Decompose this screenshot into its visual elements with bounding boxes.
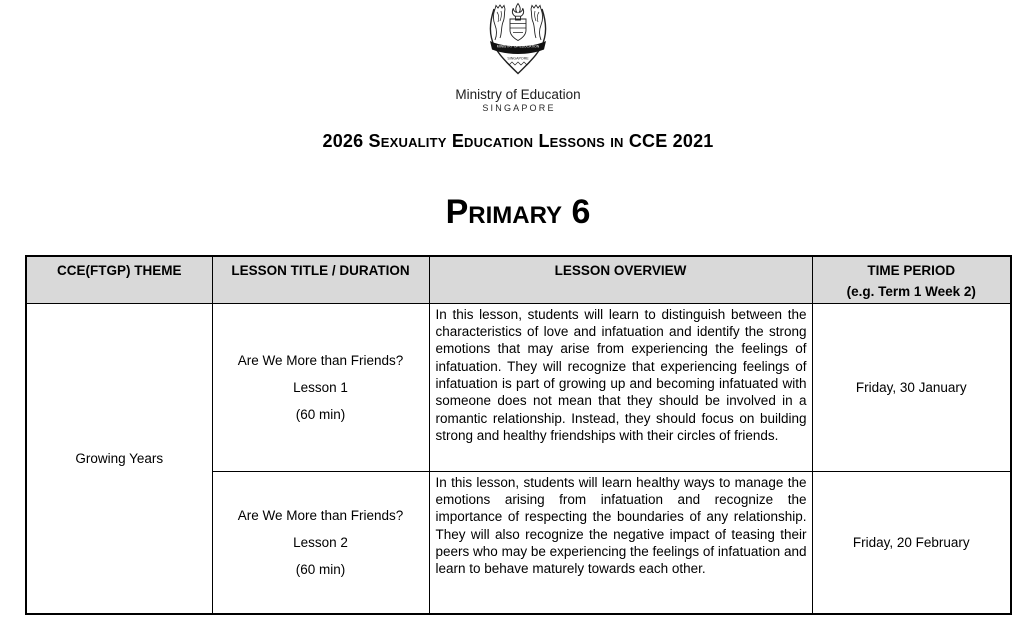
theme-cell: Growing Years xyxy=(26,303,212,614)
table-row xyxy=(26,303,1011,471)
crest-banner-text: MINISTRY OF EDUCATION xyxy=(496,44,540,49)
time-period-cell: Friday, 20 February xyxy=(812,471,1011,614)
org-name: Ministry of Education xyxy=(455,87,581,102)
col-header-label: LESSON TITLE / DURATION xyxy=(231,263,410,278)
lesson-overview-cell: In this lesson, students will learn to distinguish between the characteristics of love and infatuation and identify the strong emotions that may arise from experiencing the feelings of infatuation. They will recognize that experiencing feelings of infatuation is part of growing up and becoming infatuated with someone does not mean that they should be involved in a romantic relationship. Instead, they should focus on building strong and healthy friendships with their circles of friends. xyxy=(429,303,812,471)
col-header-label: CCE(FTGP) THEME xyxy=(57,263,182,278)
lesson-number: Lesson 2 xyxy=(293,534,348,550)
col-header-label: TIME PERIOD xyxy=(867,263,956,278)
col-header-title-duration xyxy=(212,256,429,303)
lesson-number: Lesson 1 xyxy=(293,379,348,395)
document-title: 2026 Sexuality Education Lessons in CCE 2021 xyxy=(322,131,714,151)
lesson-title-cell xyxy=(212,303,429,471)
moe-logo xyxy=(0,2,1036,114)
col-header-sublabel: (e.g. Term 1 Week 2) xyxy=(846,284,976,299)
lesson-overview-cell: In this lesson, students will learn healthy ways to manage the emotions arising from infatuation and recognize the importance of respecting the boundaries of any relationship. They will also recognize the negative impact of teasing their peers who may be experiencing the feelings of infatuation and learn to behave maturely towards each other. xyxy=(429,471,812,614)
lesson-title: Are We More than Friends? xyxy=(237,507,404,523)
time-period-cell: Friday, 30 January xyxy=(812,303,1011,471)
lesson-title-cell xyxy=(212,471,429,614)
page-title: Primary 6 xyxy=(445,193,591,231)
lesson-title: Are We More than Friends? xyxy=(237,352,404,368)
col-header-label: LESSON OVERVIEW xyxy=(554,263,687,278)
col-header-overview xyxy=(429,256,812,303)
col-header-theme xyxy=(26,256,212,303)
moe-crest-icon xyxy=(483,2,553,76)
crest-singapore-text: SINGAPORE xyxy=(507,56,529,61)
org-subtitle: SINGAPORE xyxy=(482,103,556,113)
lessons-table xyxy=(25,255,1012,615)
col-header-time-period xyxy=(812,256,1011,303)
lesson-duration: (60 min) xyxy=(295,561,346,577)
table-header-row xyxy=(26,256,1011,303)
lesson-duration: (60 min) xyxy=(295,406,346,422)
